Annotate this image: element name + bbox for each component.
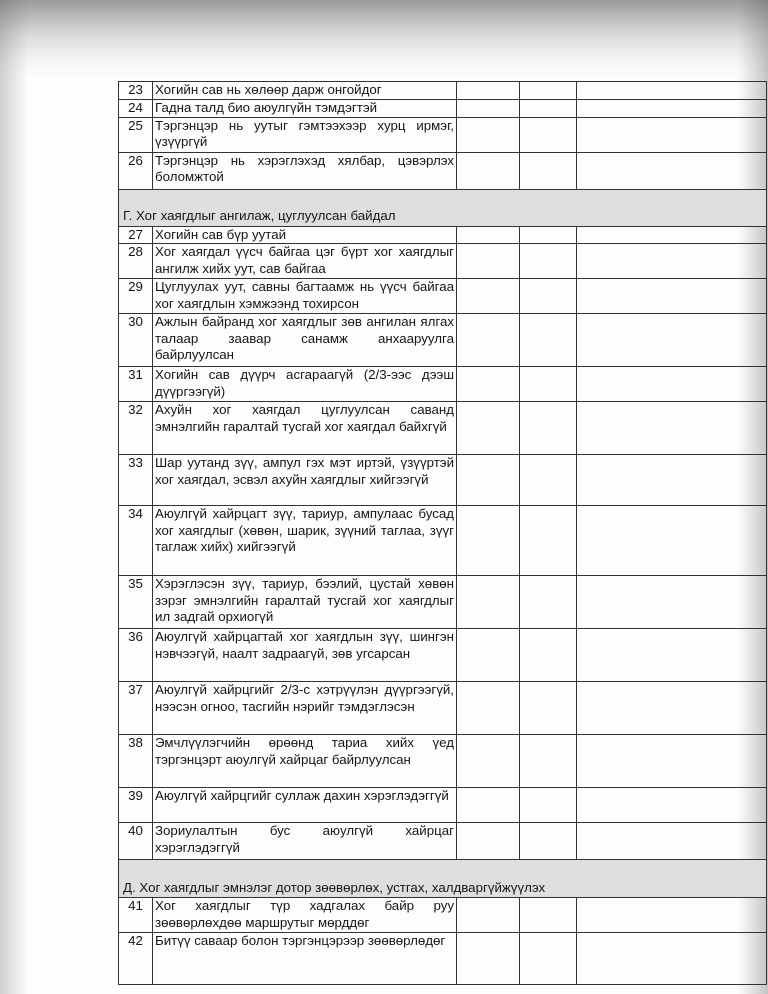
row-number: 35: [119, 576, 153, 629]
note-cell: [577, 82, 767, 100]
note-cell: [577, 367, 767, 402]
answer-cell: [520, 152, 577, 189]
answer-cell: [520, 367, 577, 402]
criterion-text: Эмчлүүлэгчийн өрөөнд тариа хийх үед тэргэнцэрт аюулгүй хайрцаг байрлуулсан: [153, 735, 457, 788]
table-row: [119, 279, 767, 314]
table-row: [119, 82, 767, 100]
criterion-text: Зориулалтын бус аюулгүй хайрцаг хэрэглэдэггүй: [153, 823, 457, 860]
table-row: [119, 788, 767, 823]
answer-cell: [520, 506, 577, 576]
answer-cell: [457, 455, 520, 506]
answer-cell: [520, 314, 577, 367]
row-number: 40: [119, 823, 153, 860]
answer-cell: [457, 735, 520, 788]
scan-shadow-top: [0, 0, 768, 78]
answer-cell: [520, 226, 577, 244]
table-row: [119, 244, 767, 279]
table-row: [119, 576, 767, 629]
row-number: 29: [119, 279, 153, 314]
row-number: 32: [119, 402, 153, 455]
note-cell: [577, 629, 767, 682]
row-number: 37: [119, 682, 153, 735]
row-number: 36: [119, 629, 153, 682]
criterion-text: Шар уутанд зүү, ампул гэх мэт иртэй, үзүүртэй хог хаягдал, эсвэл ахуйн хаягдлыг хийгээгүй: [153, 455, 457, 506]
section-title: Д. Хог хаягдлыг эмнэлэг дотор зөөвөрлөх, устгах, халдваргүйжүүлэх: [119, 860, 767, 898]
note-cell: [577, 682, 767, 735]
section-header-g: [119, 189, 767, 226]
row-number: 26: [119, 152, 153, 189]
answer-cell: [520, 455, 577, 506]
table-row: [119, 735, 767, 788]
note-cell: [577, 788, 767, 823]
answer-cell: [457, 506, 520, 576]
note-cell: [577, 506, 767, 576]
answer-cell: [457, 629, 520, 682]
criterion-text: Тэргэнцэр нь уутыг гэмтээхээр хурц ирмэг, үзүүргүй: [153, 117, 457, 152]
answer-cell: [457, 823, 520, 860]
answer-cell: [520, 898, 577, 933]
note-cell: [577, 402, 767, 455]
section-title: Г. Хог хаягдлыг ангилаж, цуглуулсан байдал: [119, 189, 767, 226]
answer-cell: [520, 788, 577, 823]
note-cell: [577, 152, 767, 189]
note-cell: [577, 314, 767, 367]
row-number: 34: [119, 506, 153, 576]
answer-cell: [457, 279, 520, 314]
table-row: [119, 506, 767, 576]
table-row: [119, 117, 767, 152]
answer-cell: [520, 402, 577, 455]
checklist-table: [118, 81, 767, 985]
table-row: [119, 898, 767, 933]
table-row: [119, 629, 767, 682]
criterion-text: Аюулгүй хайрцгийг 2/3-с хэтрүүлэн дүүргээгүй, нээсэн огноо, тасгийн нэрийг тэмдэглэсэн: [153, 682, 457, 735]
row-number: 38: [119, 735, 153, 788]
answer-cell: [457, 117, 520, 152]
note-cell: [577, 898, 767, 933]
table-row: [119, 682, 767, 735]
note-cell: [577, 576, 767, 629]
table-row: [119, 823, 767, 860]
row-number: 31: [119, 367, 153, 402]
row-number: 27: [119, 226, 153, 244]
criterion-text: Ахуйн хог хаягдал цуглуулсан саванд эмнэлгийн гаралтай тусгай хог хаягдал байхгүй: [153, 402, 457, 455]
answer-cell: [457, 576, 520, 629]
note-cell: [577, 823, 767, 860]
row-number: 30: [119, 314, 153, 367]
criterion-text: Хогийн сав бүр уутай: [153, 226, 457, 244]
criterion-text: Тэргэнцэр нь хэрэглэхэд хялбар, цэвэрлэх боломжтой: [153, 152, 457, 189]
answer-cell: [520, 82, 577, 100]
table-row: [119, 367, 767, 402]
criterion-text: Аюулгүй хайрцгийг суллаж дахин хэрэглэдэггүй: [153, 788, 457, 823]
note-cell: [577, 933, 767, 985]
row-number: 41: [119, 898, 153, 933]
answer-cell: [457, 82, 520, 100]
answer-cell: [457, 152, 520, 189]
table-row: [119, 933, 767, 985]
row-number: 42: [119, 933, 153, 985]
note-cell: [577, 226, 767, 244]
row-number: 28: [119, 244, 153, 279]
answer-cell: [520, 279, 577, 314]
criterion-text: Хог хаягдлыг түр хадгалах байр руу зөөвөрлөхдөө маршрутыг мөрддөг: [153, 898, 457, 933]
row-number: 23: [119, 82, 153, 100]
section-header-d: [119, 860, 767, 898]
table-row: [119, 152, 767, 189]
criterion-text: Ажлын байранд хог хаягдлыг зөв ангилан ялгах талаар заавар санамж анхааруулга байрлуулсан: [153, 314, 457, 367]
row-number: 24: [119, 100, 153, 118]
note-cell: [577, 279, 767, 314]
answer-cell: [457, 402, 520, 455]
answer-cell: [520, 629, 577, 682]
note-cell: [577, 100, 767, 118]
answer-cell: [457, 244, 520, 279]
table-row: [119, 100, 767, 118]
row-number: 25: [119, 117, 153, 152]
answer-cell: [457, 788, 520, 823]
criterion-text: Битүү саваар болон тэргэнцэрээр зөөвөрлөдөг: [153, 933, 457, 985]
criterion-text: Хог хаягдал үүсч байгаа цэг бүрт хог хаягдлыг ангилж хийх уут, сав байгаа: [153, 244, 457, 279]
answer-cell: [457, 898, 520, 933]
table-row: [119, 226, 767, 244]
table-row: [119, 455, 767, 506]
answer-cell: [520, 933, 577, 985]
criterion-text: Хогийн сав дүүрч асгараагүй (2/3-ээс дээш дүүргээгүй): [153, 367, 457, 402]
answer-cell: [457, 933, 520, 985]
row-number: 39: [119, 788, 153, 823]
answer-cell: [520, 100, 577, 118]
note-cell: [577, 244, 767, 279]
answer-cell: [520, 823, 577, 860]
answer-cell: [457, 682, 520, 735]
answer-cell: [457, 100, 520, 118]
answer-cell: [520, 735, 577, 788]
answer-cell: [520, 117, 577, 152]
row-number: 33: [119, 455, 153, 506]
answer-cell: [520, 244, 577, 279]
answer-cell: [457, 314, 520, 367]
answer-cell: [520, 682, 577, 735]
criterion-text: Хэрэглэсэн зүү, тариур, бээлий, цустай хөвөн зэрэг эмнэлгийн гаралтай тусгай хог хаягдлыг ил задгай орхиогүй: [153, 576, 457, 629]
criterion-text: Аюулгүй хайрцагт зүү, тариур, ампулаас бусад хог хаягдлыг (хөвөн, шарик, зүүний таглаа, зүүг таглаж хийх) хийгээгүй: [153, 506, 457, 576]
answer-cell: [457, 367, 520, 402]
scan-shadow-left: [0, 0, 28, 994]
criterion-text: Гадна талд био аюулгүйн тэмдэгтэй: [153, 100, 457, 118]
note-cell: [577, 117, 767, 152]
table-row: [119, 314, 767, 367]
table-row: [119, 402, 767, 455]
note-cell: [577, 455, 767, 506]
criterion-text: Хогийн сав нь хөлөөр дарж онгойдог: [153, 82, 457, 100]
answer-cell: [457, 226, 520, 244]
criterion-text: Аюулгүй хайрцагтай хог хаягдлын зүү, шингэн нэвчээгүй, наалт задраагүй, зөв угсарсан: [153, 629, 457, 682]
answer-cell: [520, 576, 577, 629]
note-cell: [577, 735, 767, 788]
criterion-text: Цуглуулах уут, савны багтаамж нь үүсч байгаа хог хаягдлын хэмжээнд тохирсон: [153, 279, 457, 314]
